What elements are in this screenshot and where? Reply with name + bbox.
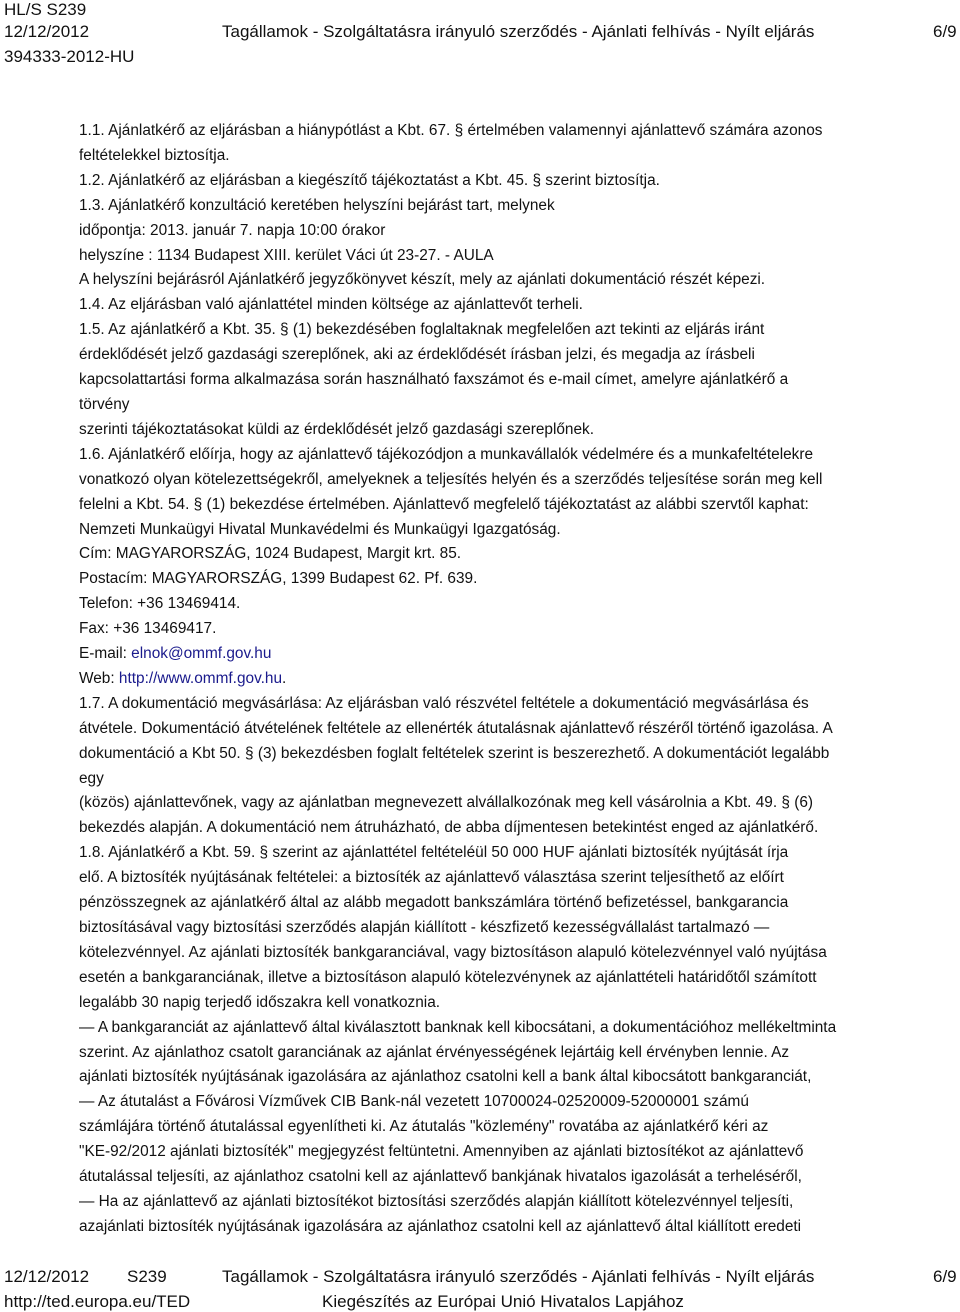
footer-date: 12/12/2012 [4, 1267, 90, 1286]
email-link[interactable]: elnok@ommf.gov.hu [131, 645, 272, 663]
text-line: 1.5. Az ajánlatkérő a Kbt. 35. § (1) bekezdésében foglaltaknak megfelelően azt tekinti az eljárás iránt [79, 321, 765, 339]
text-line: esetén a bankgaranciának, illetve a biztosításon alapuló kötelezvénynek az ajánlattételi határidőtől számított [79, 968, 817, 986]
text-line: Cím: MAGYARORSZÁG, 1024 Budapest, Margit krt. 85. [79, 545, 462, 563]
text-line: szerint. Az ajánlathoz csatolt garanciának az ajánlat érvényességének lejártáig kell érvényben lennie. Az [79, 1043, 790, 1061]
text-line: bekezdés alapján. A dokumentáció nem átruházható, de abba díjmentesen betekintést enged az ajánlatkérő. [79, 819, 819, 837]
text-line: pénzösszegnek az ajánlatkérő által az alább megadott bankszámlára történő befizetéssel, bankgarancia [79, 894, 789, 912]
email-line [79, 642, 949, 667]
text-line: 1.6. Ajánlatkérő előírja, hogy az ajánlattevő tájékozódjon a munkavállalók védelmére és a munkafeltételekre [79, 445, 814, 463]
notice-body [79, 119, 949, 1240]
text-line: — Ha az ajánlattevő az ajánlati biztosítékot biztosítási szerződés alapján kiállított kötelezvénnyel teljesíti, [79, 1192, 794, 1210]
text-line: átvétele. Dokumentáció átvételének feltétele az ellenérték átutalásnak ajánlattevő részéről történő igazolása. A [79, 719, 833, 737]
text-line: — A bankgaranciát az ajánlattevő által kiválasztott banknak kell kibocsátani, a dokumentációhoz mellékeltminta [79, 1018, 837, 1036]
web-label: Web: [79, 669, 119, 687]
text-line: ajánlati biztosíték nyújtásának igazolására az ajánlathoz csatolni kell a bank által kibocsátott bankgaranciát, [79, 1068, 812, 1086]
text-line: kötelezvénnyel. Az ajánlati biztosíték bankgaranciával, vagy biztosításon alapuló kötelezvénnyel való nyújtása [79, 943, 827, 961]
text-line: Postacím: MAGYARORSZÁG, 1399 Budapest 62. Pf. 639. [79, 570, 478, 588]
text-line: vonatkozó olyan kötelezettségekről, amelyeknek a teljesítés helyén és a szerződés teljesítése során meg kell [79, 470, 823, 488]
text-line: 1.4. Az eljárásban való ajánlattétel minden költsége az ajánlattevőt terheli. [79, 296, 583, 314]
text-line: egy [79, 769, 104, 787]
page-footer [0, 1263, 960, 1311]
header-date: 12/12/2012 [4, 22, 90, 41]
text-line: felelni a Kbt. 54. § (1) bekezdése értelmében. Ajánlattevő megfelelő tájékoztatást az alábbi szervtől kaphat: [79, 495, 809, 513]
text-line: feltételekkel biztosítja. [79, 146, 230, 164]
text-line: helyszíne : 1134 Budapest XIII. kerület Váci út 23-27. - AULA [79, 246, 494, 264]
text-line: kapcsolattartási forma alkalmazása során használható faxszámot és e-mail címet, amelyre ajánlatkérő a [79, 371, 789, 389]
text-line: Telefon: +36 13469414. [79, 595, 241, 613]
footer-url[interactable]: http://ted.europa.eu/TED [4, 1292, 191, 1311]
text-line: dokumentáció a Kbt 50. § (3) bekezdésben foglalt feltételek szerint is beszerezhető. A dokumentációt legalább [79, 744, 830, 762]
web-suffix: . [282, 669, 287, 687]
web-line [79, 667, 949, 692]
text-line: számlájára történő átutalással egyenlítheti ki. Az átutalás "közlemény" rovatába az ajánlatkérő kéri az [79, 1118, 769, 1136]
text-line: (közös) ajánlattevőnek, vagy az ajánlatban megnevezett alvállalkozónak meg kell vásárolnia a Kbt. 49. § (6) [79, 794, 814, 812]
page-header [0, 0, 960, 70]
text-line: "KE-92/2012 ajánlati biztosíték" megjegyzést feltüntetni. Amennyiben az ajánlati biztosítékot az ajánlattevő [79, 1143, 804, 1161]
footer-supplement: Kiegészítés az Európai Unió Hivatalos Lapjához [322, 1292, 684, 1311]
text-line: átutalással teljesíti, az ajánlathoz csatolni kell az ajánlattevő bankjának hivatalos igazolását a terheléséről, [79, 1168, 802, 1186]
text-line: 1.1. Ajánlatkérő az eljárásban a hiánypótlást a Kbt. 67. § értelmében valamennyi ajánlattevő számára azonos [79, 122, 823, 139]
web-link[interactable]: http://www.ommf.gov.hu [118, 669, 283, 687]
paragraph-block-2 [79, 692, 949, 1240]
text-line: 1.2. Ajánlatkérő az eljárásban a kiegészítő tájékoztatást a Kbt. 45. § szerint biztosítja. [79, 171, 660, 189]
text-line: Fax: +36 13469417. [79, 620, 217, 638]
text-line: — Az átutalást a Fővárosi Vízművek CIB Bank-nál vezetett 10700024-02520009-52000001 számú [79, 1093, 749, 1111]
text-line: legalább 30 napig terjedő időszakra kell vonatkoznia. [79, 993, 441, 1011]
text-line: 1.7. A dokumentáció megvásárlása: Az eljárásban való részvétel feltétele a dokumentáció megvásárlása és [79, 694, 809, 712]
footer-page-number: 6/9 [933, 1267, 957, 1286]
text-line: azajánlati biztosíték nyújtásának igazolására az ajánlathoz csatolni kell az ajánlattevő által kiállított eredeti [79, 1217, 802, 1235]
text-line: törvény [79, 395, 130, 413]
text-line: biztosításával vagy biztosítási szerződés alapján kiállított - készfizető kezességvállalást tartalmazó — [79, 919, 770, 936]
text-line: érdeklődését jelző gazdasági szereplőnek, aki az érdeklődését írásban jelzi, és megadja az írásbeli [79, 346, 755, 364]
doc-code: HL/S S239 [4, 0, 87, 19]
notice-reference: 394333-2012-HU [4, 47, 135, 66]
header-title: Tagállamok - Szolgáltatásra irányuló szerződés - Ajánlati felhívás - Nyílt eljárás [222, 22, 815, 41]
footer-series: S239 [127, 1267, 167, 1286]
paragraph-block-1 [79, 119, 949, 642]
text-line: szerinti tájékoztatásokat küldi az érdeklődését jelző gazdasági szereplőnek. [79, 420, 595, 438]
header-page-number: 6/9 [933, 22, 957, 41]
text-line: időpontja: 2013. január 7. napja 10:00 órakor [79, 221, 386, 239]
text-line: 1.3. Ajánlatkérő konzultáció keretében helyszíni bejárást tart, melynek [79, 196, 555, 214]
text-line: elő. A biztosíték nyújtásának feltételei: a biztosíték az ajánlattevő választása szerint teljesíthető az előírt [79, 869, 784, 887]
footer-title: Tagállamok - Szolgáltatásra irányuló szerződés - Ajánlati felhívás - Nyílt eljárás [222, 1267, 815, 1286]
text-line: 1.8. Ajánlatkérő a Kbt. 59. § szerint az ajánlattétel feltételéül 50 000 HUF ajánlati biztosíték nyújtását írja [79, 844, 789, 862]
email-label: E-mail: [79, 645, 132, 663]
text-line: A helyszíni bejárásról Ajánlatkérő jegyzőkönyvet készít, mely az ajánlati dokumentáció részét képezi. [79, 271, 766, 289]
text-line: Nemzeti Munkaügyi Hivatal Munkavédelmi és Munkaügyi Igazgatóság. [79, 520, 561, 538]
